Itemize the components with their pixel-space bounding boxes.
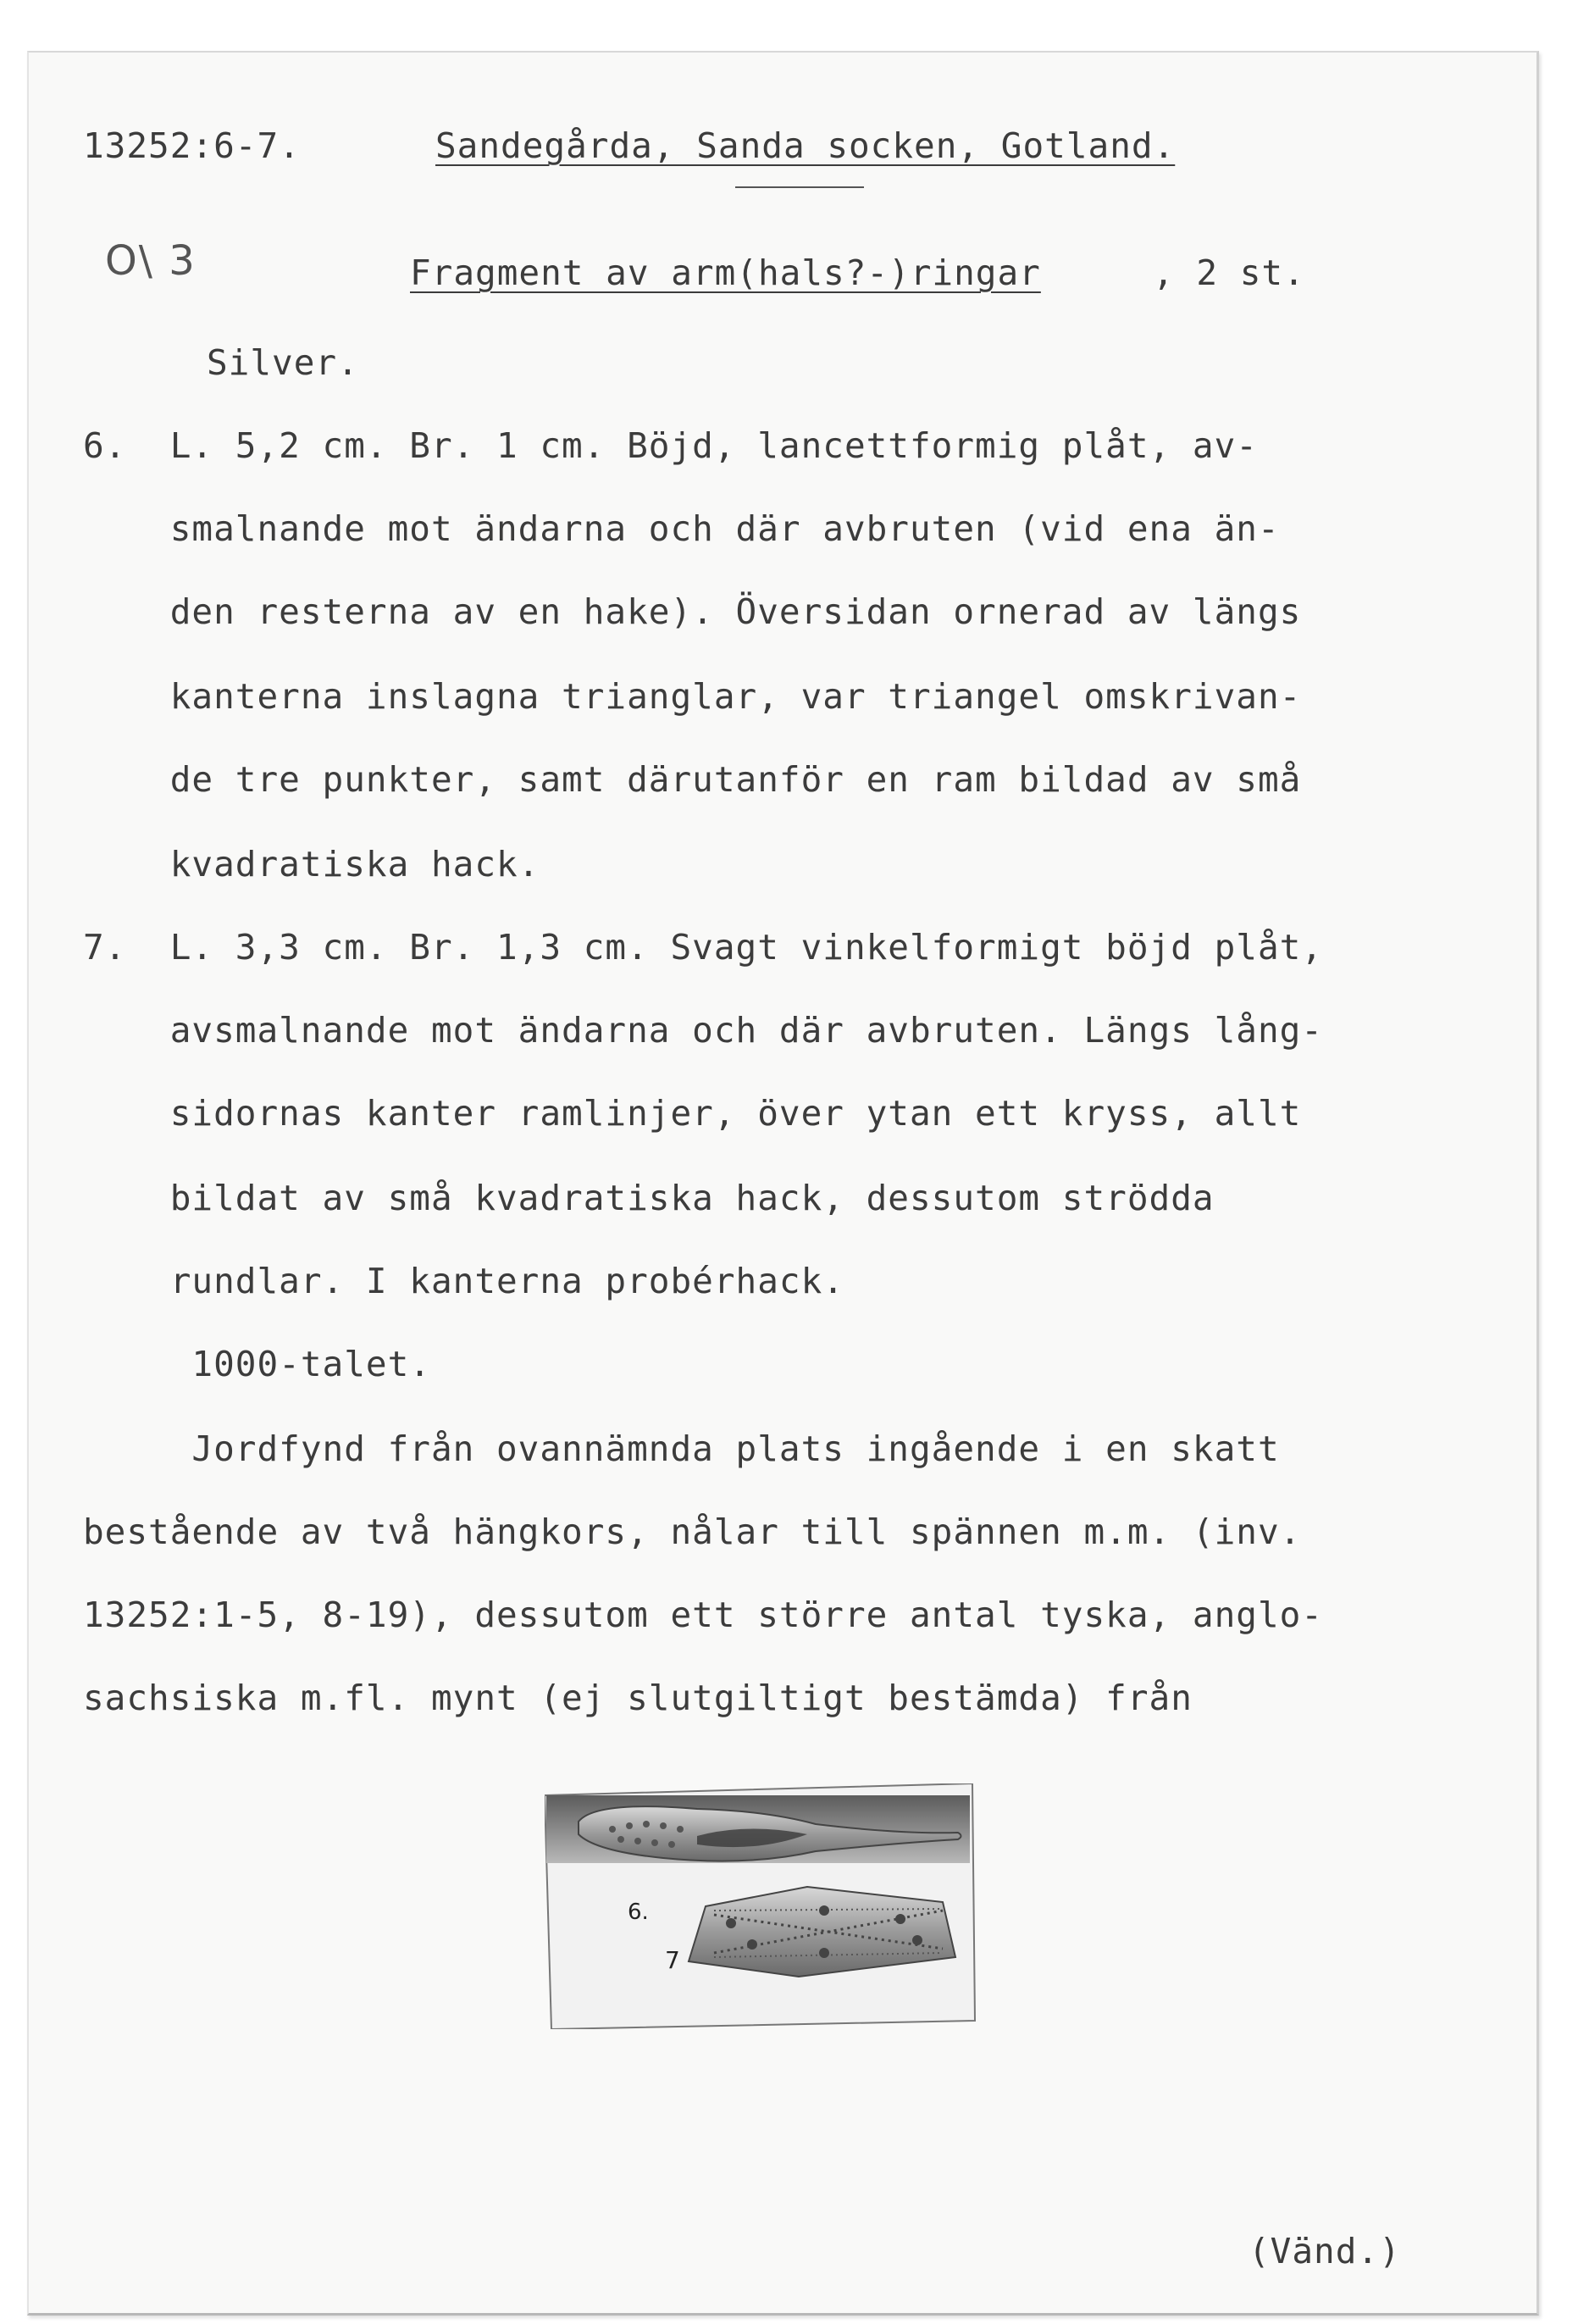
text-line: 13252:1-5, 8-19), dessutom ett större antal tyska, anglo- xyxy=(83,1595,1323,1635)
photo-label-7: 7 xyxy=(665,1946,680,1974)
catalog-number: 13252:6-7. xyxy=(83,125,301,166)
text-line: bestående av två hängkors, nålar till spännen m.m. (inv. xyxy=(83,1511,1302,1552)
text-line: smalnande mot ändarna och där avbruten (vid ena än- xyxy=(83,508,1280,549)
text-line: bildat av små kvadratiska hack, dessutom strödda xyxy=(83,1178,1215,1218)
text-line: 1000-talet. xyxy=(83,1344,431,1384)
text-line: 7. L. 3,3 cm. Br. 1,3 cm. Svagt vinkelformigt böjd plåt, xyxy=(83,927,1323,968)
object-title: Fragment av arm(hals?-)ringar xyxy=(410,252,1041,293)
text-line: den resterna av en hake). Översidan ornerad av längs xyxy=(83,591,1302,632)
photo-label-6: 6. xyxy=(628,1900,649,1925)
text-line: sidornas kanter ramlinjer, över ytan ett kryss, allt xyxy=(83,1093,1302,1134)
find-location: Sandegårda, Sanda socken, Gotland. xyxy=(435,125,1176,166)
text-line: Jordfynd från ovannämnda plats ingående i en skatt xyxy=(83,1428,1280,1469)
handwritten-code: O\ 3 xyxy=(105,237,197,285)
material: Silver. xyxy=(207,342,359,383)
text-line: kanterna inslagna trianglar, var triangel omskrivan- xyxy=(83,676,1302,717)
text-line: avsmalnande mot ändarna och där avbruten. Längs lång- xyxy=(83,1010,1323,1051)
text-line: rundlar. I kanterna probérhack. xyxy=(83,1261,844,1301)
text-line: 6. L. 5,2 cm. Br. 1 cm. Böjd, lancettformig plåt, av- xyxy=(83,425,1258,466)
text-line: kvadratiska hack. xyxy=(83,844,540,885)
footer-turn-over: (Vänd.) xyxy=(1249,2231,1401,2271)
location-underline-extra xyxy=(735,186,864,188)
text-line: de tre punkter, samt därutanför en ram bildad av små xyxy=(83,759,1302,800)
object-count: , 2 st. xyxy=(1153,252,1305,293)
text-line: sachsiska m.fl. mynt (ej slutgiltigt bestämda) från xyxy=(83,1678,1193,1718)
artifact-photo xyxy=(545,1783,977,2029)
